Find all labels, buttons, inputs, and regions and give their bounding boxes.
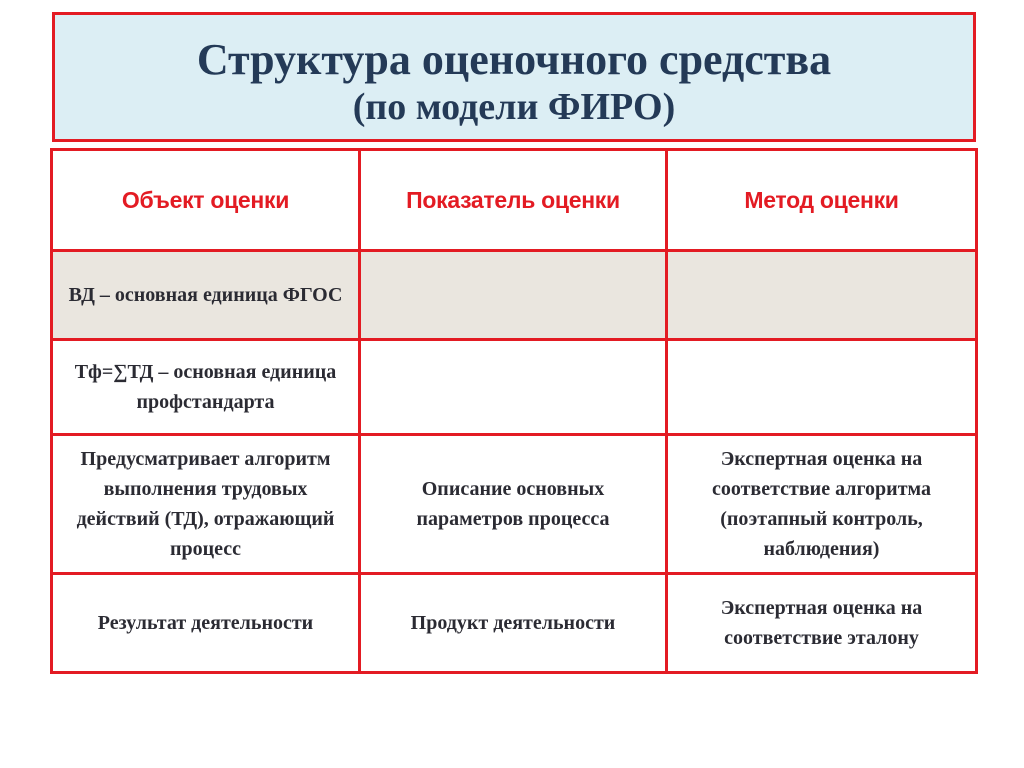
table-cell: Продукт деятельности [360,574,667,673]
table-cell: Тф=∑ТД – основная единица профстандарта [52,340,360,435]
table-cell [667,340,977,435]
table-cell: Предусматривает алгоритм выполнения трудовых действий (ТД), отражающий процесс [52,435,360,574]
header-indicator: Показатель оценки [360,150,667,251]
table-row [52,574,977,673]
title-box [52,12,976,142]
table-row [52,340,977,435]
table-cell [360,340,667,435]
table-cell: Результат деятельности [52,574,360,673]
header-method: Метод оценки [667,150,977,251]
table-cell: ВД – основная единица ФГОС [52,251,360,340]
header-object: Объект оценки [52,150,360,251]
slide-subtitle: (по модели ФИРО) [352,86,676,128]
table-row [52,435,977,574]
table-cell: Описание основных параметров процесса [360,435,667,574]
table-cell: Экспертная оценка на соответствие алгоритма (поэтапный контроль, наблюдения) [667,435,977,574]
assessment-structure-table [50,148,978,674]
table-header-row [52,150,977,251]
table-cell: Экспертная оценка на соответствие эталону [667,574,977,673]
table-row [52,251,977,340]
table-cell [667,251,977,340]
table-cell [360,251,667,340]
slide-title: Структура оценочного средства [196,35,832,84]
